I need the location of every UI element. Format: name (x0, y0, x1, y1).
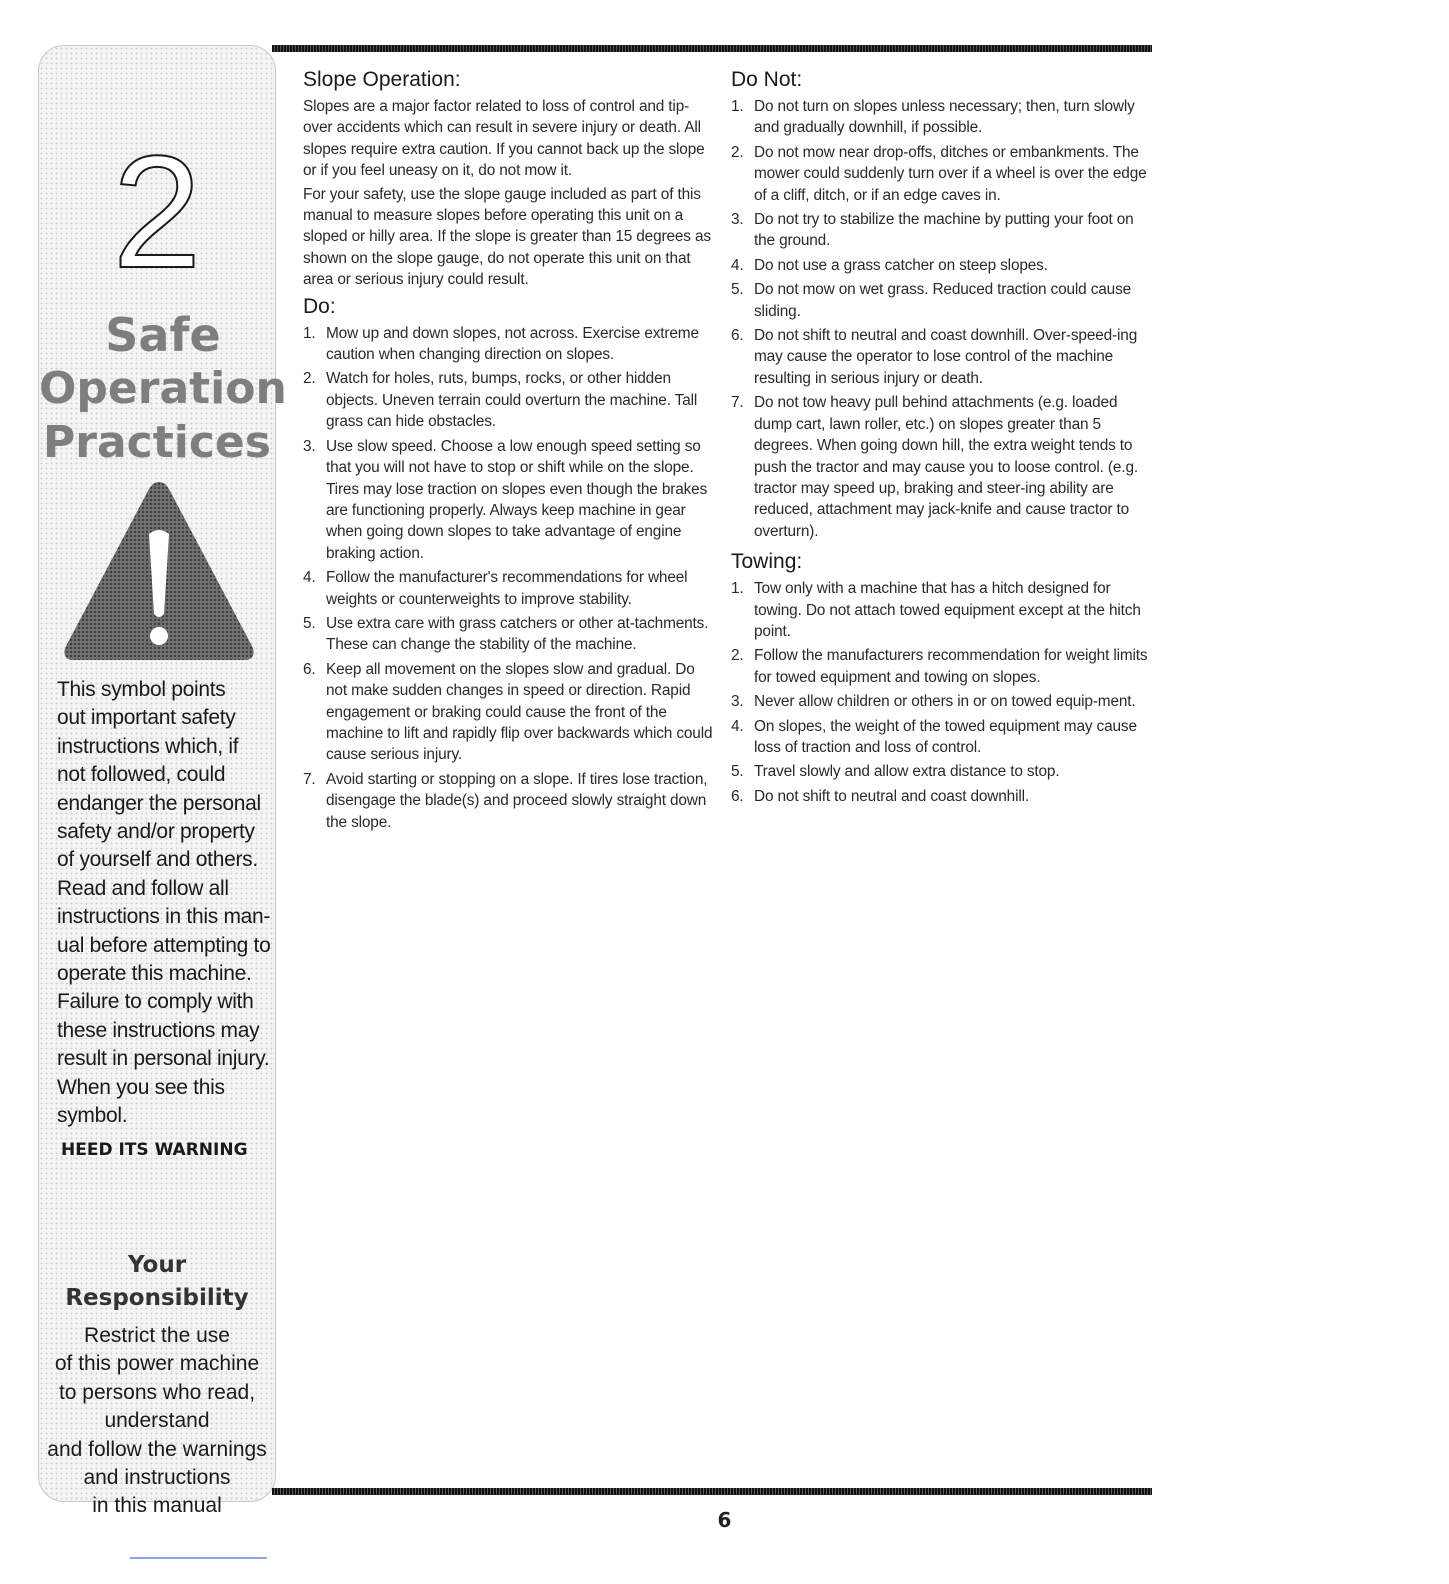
note-line: instructions which, if (57, 734, 239, 758)
do-not-heading: Do Not: (731, 68, 803, 91)
resp-line: and instructions (83, 1466, 231, 1490)
list-item (303, 323, 713, 366)
list-item (731, 325, 1151, 389)
item-number: 4. (731, 256, 744, 274)
top-rule (272, 45, 1152, 52)
item-number: 4. (303, 569, 316, 587)
chapter-title-line3: Practices (43, 417, 271, 468)
note-line: symbol. (57, 1104, 128, 1128)
item-number: 2. (303, 370, 316, 388)
left-column (303, 66, 713, 837)
list-item (731, 279, 1151, 322)
item-number: 1. (731, 98, 744, 115)
note-line: endanger the personal (57, 791, 261, 815)
list-item (303, 769, 713, 833)
note-line: these instructions may (57, 1018, 260, 1042)
list-item (731, 716, 1151, 759)
responsibility-title-line1: Your (127, 1252, 187, 1278)
footer-divider (130, 1557, 267, 1559)
item-number: 3. (731, 211, 744, 229)
responsibility-title (39, 1249, 275, 1315)
item-text: Avoid starting or stopping on a slope. If tires lose traction, disengage the blade(s) and proceed slowly straight down the slope. (326, 770, 708, 831)
bottom-rule (272, 1488, 1152, 1495)
item-number: 5. (303, 614, 316, 632)
list-item (303, 659, 713, 766)
item-text: Do not shift to neutral and coast downhill. (754, 787, 1030, 805)
slope-paragraph: For your safety, use the slope gauge included as part of this manual to measure slopes before operating this unit on a sloped or hilly area. If the slope is greater than 15 degrees as shown on the slope gauge, do not operate this unit on that area or serious injury could result. (303, 185, 711, 289)
note-line: out important safety (57, 706, 236, 730)
slope-paragraph: Slopes are a major factor related to loss of control and tip-over accidents which can result in severe injury or death. All slopes require extra caution. If you cannot back up the slope or if you feel uneasy on it, do not mow it. (303, 98, 705, 180)
list-item (731, 578, 1151, 642)
note-line: not followed, could (57, 763, 226, 787)
item-text: Do not mow near drop-offs, ditches or embankments. The mower could suddenly turn over if a wheel is over the edge of a cliff, ditch, or if an edge caves in. (754, 143, 1147, 204)
note-line: instructions in this man- (57, 905, 271, 929)
item-text: Keep all movement on the slopes slow and gradual. Do not make sudden changes in speed or direction. Rapid engagement or braking could cause the front of the machine to lift and rapidly flip over backwards which could cause serious injury. (326, 660, 713, 764)
note-line: result in personal injury. (57, 1047, 270, 1071)
item-text: Tow only with a machine that has a hitch designed for towing. Do not attach towed equipment except at the hitch point. (754, 580, 1141, 640)
list-item (731, 761, 1151, 782)
resp-line: of this power machine (54, 1352, 260, 1376)
item-text: Watch for holes, ruts, bumps, rocks, or other hidden objects. Uneven terrain could overturn the machine. Tall grass can hide obstacles. (326, 370, 698, 431)
item-number: 3. (303, 437, 316, 455)
list-item (303, 368, 713, 432)
responsibility-text (39, 1322, 275, 1521)
list-item (731, 96, 1151, 139)
chapter-title-line1: Safe (105, 308, 221, 362)
note-line: Failure to comply with (57, 990, 254, 1014)
list-item (303, 436, 713, 564)
resp-line: and follow the warnings (47, 1437, 267, 1461)
do-heading: Do: (303, 294, 336, 318)
page-number: 6 (717, 1508, 732, 1532)
do-not-list (731, 96, 1151, 542)
responsibility-title-line2: Responsibility (65, 1285, 249, 1311)
note-line: safety and/or property (57, 820, 255, 844)
note-line: This symbol points (57, 678, 226, 701)
item-number: 4. (731, 717, 744, 735)
item-text: Do not turn on slopes unless necessary; then, turn slowly and gradually downhill, if possible. (754, 98, 1135, 137)
list-item (303, 567, 713, 610)
item-text: Follow the manufacturer's recommendations for wheel weights or counterweights to improve stability. (326, 569, 688, 608)
list-item (731, 691, 1151, 712)
item-number: 3. (731, 693, 744, 711)
item-number: 6. (303, 660, 316, 678)
resp-line: to persons who read, (58, 1380, 256, 1404)
item-number: 1. (303, 324, 316, 342)
resp-line: Restrict the use (84, 1324, 230, 1347)
chapter-number: 2 (112, 122, 202, 301)
chapter-sidebar (38, 45, 287, 1518)
item-text: Do not shift to neutral and coast downhill. Over-speed-ing may cause the operator to lose control of the machine resulting in serious injury or death. (754, 327, 1138, 387)
item-text: Use slow speed. Choose a low enough speed setting so that you will not have to stop or shift while on the slope. Tires may lose traction on slopes even though the brakes are functioning properly. Always keep machine in gear when going down slopes to take advantage of engine braking action. (326, 437, 708, 562)
warning-symbol-note (57, 676, 271, 1131)
note-line: Read and follow all (57, 876, 229, 900)
item-number: 2. (731, 647, 744, 665)
item-text: On slopes, the weight of the towed equipment may cause loss of traction and loss of control. (754, 717, 1137, 756)
do-list (303, 323, 713, 833)
list-item (731, 255, 1151, 276)
resp-line: understand (104, 1409, 210, 1433)
heed-warning-label: HEED ITS WARNING (61, 1140, 248, 1160)
item-number: 5. (731, 281, 744, 299)
item-text: Do not tow heavy pull behind attachments (e.g. loaded dump cart, lawn roller, etc.) on slopes greater than 5 degrees. When going down hill, the extra weight tends to push the tractor and may cause you to loose control. (e.g. tractor may speed up, braking and steer-ing ability are reduced, attachment may jack-knife and cause tractor to overturn). (754, 394, 1138, 540)
item-number: 5. (731, 763, 744, 781)
note-line: When you see this (57, 1075, 225, 1099)
item-text: Never allow children or others in or on towed equip-ment. (754, 693, 1136, 711)
item-text: Use extra care with grass catchers or other at-tachments. These can change the stability of the machine. (326, 614, 709, 654)
list-item (731, 142, 1151, 206)
item-number: 2. (731, 143, 744, 161)
note-line: ual before attempting to (57, 933, 271, 957)
slope-operation-heading: Slope Operation: (303, 68, 461, 91)
list-item (303, 613, 713, 656)
towing-list (731, 578, 1151, 807)
chapter-title-line2: Operation (39, 363, 287, 414)
item-text: Mow up and down slopes, not across. Exercise extreme caution when changing direction on slopes. (326, 324, 699, 364)
list-item (731, 392, 1151, 542)
item-number: 7. (303, 770, 316, 788)
note-line: of yourself and others. (57, 848, 258, 872)
item-text: Do not mow on wet grass. Reduced traction could cause sliding. (754, 281, 1132, 320)
item-number: 6. (731, 787, 744, 805)
resp-line: in this manual (92, 1494, 222, 1518)
item-number: 6. (731, 327, 744, 345)
warning-triangle-icon (61, 478, 257, 664)
item-text: Follow the manufacturers recommendation for weight limits for towed equipment and towing on slopes. (754, 647, 1148, 686)
right-column (731, 66, 1151, 811)
note-line: operate this machine. (57, 962, 252, 986)
item-text: Do not use a grass catcher on steep slopes. (754, 256, 1048, 274)
list-item (731, 645, 1151, 688)
item-text: Travel slowly and allow extra distance to stop. (754, 763, 1060, 781)
list-item (731, 209, 1151, 252)
item-text: Do not try to stabilize the machine by putting your foot on the ground. (754, 211, 1134, 250)
item-number: 7. (731, 394, 744, 412)
chapter-title (39, 308, 287, 470)
item-number: 1. (731, 580, 744, 598)
towing-heading: Towing: (731, 550, 803, 574)
list-item (731, 786, 1151, 807)
